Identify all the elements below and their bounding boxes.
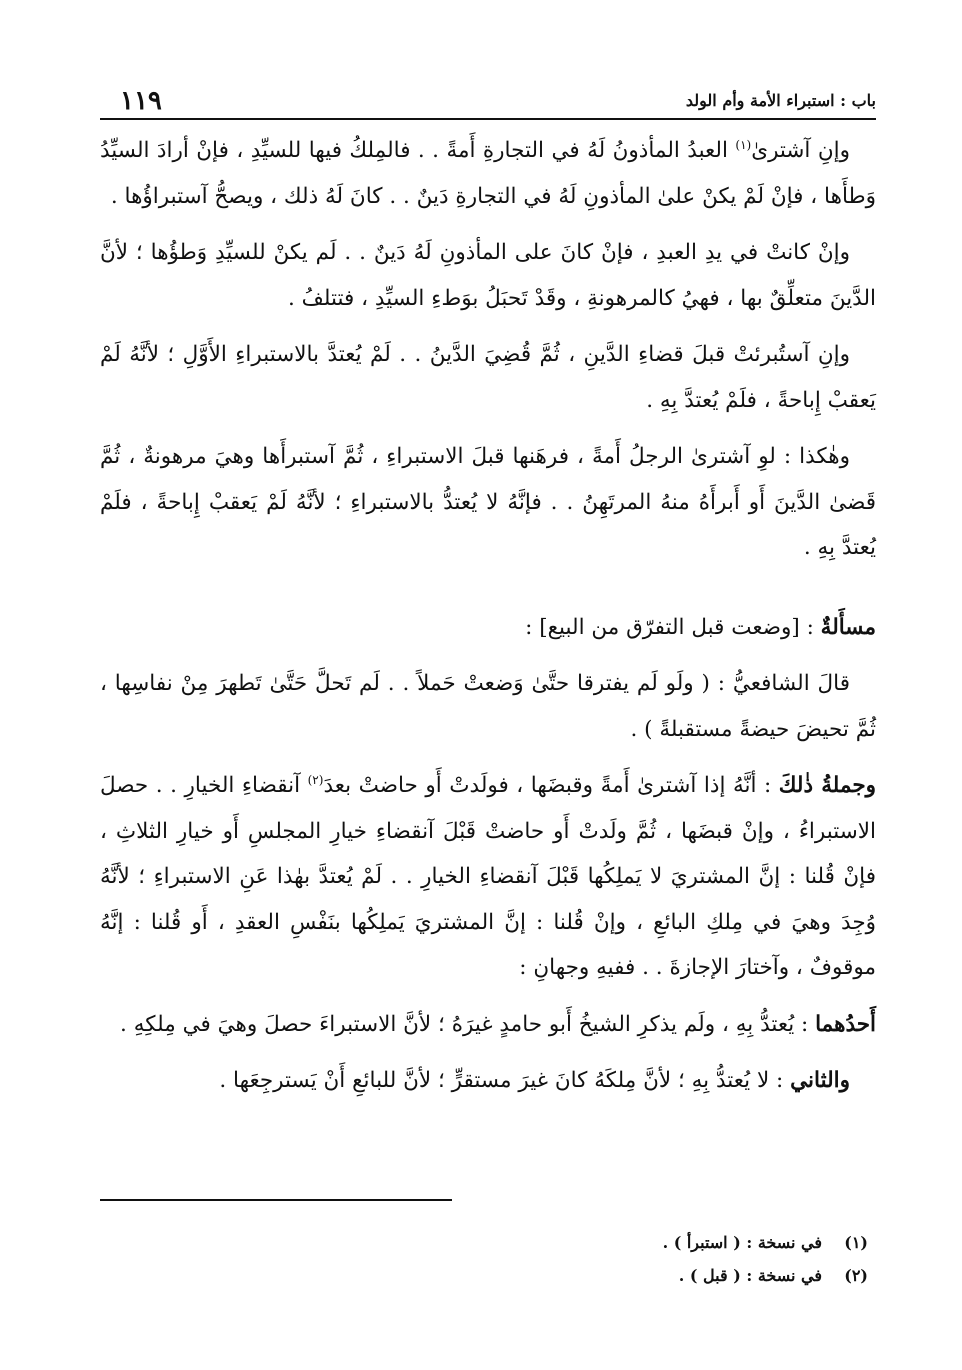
page-body bbox=[100, 128, 876, 1115]
footnotes bbox=[100, 1226, 876, 1292]
footnote-1-number: (١) bbox=[844, 1233, 868, 1252]
first-view-text: : يُعتدُّ بِهِ ، ولَم يذكرِ الشيخُ أَبو حامدٍ غيرَهُ ؛ لأنَّ الاستبراءَ حصلَ وهيَ في مِلكِهِ . bbox=[120, 1011, 816, 1037]
paragraph-1 bbox=[100, 128, 876, 219]
footnote-2-text: في نسخة : ( قبل ) . bbox=[678, 1266, 822, 1285]
masala-heading bbox=[100, 605, 876, 651]
paragraph-3 bbox=[100, 332, 876, 423]
paragraph-3-text: وإنِ آستُبرئتْ قبلَ قضاءِ الدَّينِ ، ثُمَّ قُضِيَ الدَّينُ . . لَمْ يُعتدَّ بالاستبراءِ الأَوَّلِ ؛ لأنَّهُ لَمْ يَعقبْ إِباحةً ، فلَمْ يُعتدَّ بِهِ . bbox=[100, 342, 876, 413]
paragraph-jumla bbox=[100, 763, 876, 991]
footnote-ref-2: (٢) bbox=[307, 772, 324, 787]
running-title: باب : استبراء الأمة وأم الولد bbox=[685, 91, 876, 110]
paragraph-shafii-text: قالَ الشافعيُّ : ( ولَو لَم يفترقا حتَّىٰ وَضعتْ حَملاً . . لَم تَحلَّ حَتَّىٰ تَطهرَ مِنْ نفاسِها ، ثُمَّ تحيضَ حيضةً مستقبلةً ) . bbox=[100, 671, 876, 742]
footnote-1-text: في نسخة : ( استبرأ ) . bbox=[662, 1233, 822, 1252]
paragraph-shafii bbox=[100, 661, 876, 752]
paragraph-4-text: وهٰكذا : لوِ آشترىٰ الرجلُ أَمةً ، فرهَنها قبلَ الاستبراءِ ، ثُمَّ آستبرأَها وهيَ مرهونةٌ ، ثُمَّ قَضىٰ الدَّينَ أَو أَبرأَهُ منهُ المرتَهِنُ . . فإنَّهُ لا يُعتدُّ بالاستبراءِ ؛ لأنَّهُ لَمْ يَعقبْ إِباحةً ، فلَمْ يُعتدَّ بِهِ . bbox=[100, 444, 876, 560]
paragraph-2 bbox=[100, 230, 876, 321]
footnote-divider bbox=[100, 1199, 452, 1201]
book-page bbox=[100, 0, 876, 1370]
masala-title: : [وضعت قبل التفرّق من البيع] : bbox=[525, 614, 821, 640]
paragraph-jumla-text: آنقضاءِ الخيارِ . . حصلَ الاستبراءُ ، وإنْ قبضَها ، ثُمَّ ولَدتْ أَو حاضتْ قَبْلَ آنقضاءِ خيارِ المجلسِ أَو خيارِ الثلاثِ ، فإنْ قُلنا : إنَّ المشتريَ لا يَملِكُها قَبْلَ آنقضاءِ الخيارِ . . لَمْ يُعتدَّ بهٰذا عَنِ الاستبراءِ ؛ لأنَّهُ وُجِدَ وهيَ في مِلكِ البائعِ ، وإنْ قُلنا : إنَّ المشتريَ يَملِكُها بنَفْسِ العقدِ ، أَو قُلنا : إنَّهُ موقوفٌ ، وآختارَ الإجازةَ . . ففيهِ وجهانِ : bbox=[100, 773, 876, 980]
masala-lead: مسأَلةٌ bbox=[820, 614, 876, 640]
paragraph-jumla-start: : أنَّهُ إذا آشترىٰ أَمةً وقبضَها ، فولَدتْ أَو حاضتْ بعدَ bbox=[323, 773, 779, 798]
footnote-2 bbox=[100, 1259, 876, 1292]
footnote-2-number: (٢) bbox=[844, 1266, 868, 1285]
page-number: ١١٩ bbox=[120, 86, 162, 116]
paragraph-second-view bbox=[100, 1058, 876, 1104]
page-header bbox=[100, 78, 876, 120]
first-view-lead: أَحدُهما bbox=[815, 1011, 876, 1037]
paragraph-1-text: العبدُ المأذونُ لَهُ في التجارةِ أَمةً . . فالمِلكُ فيها للسيِّدِ ، فإنْ أرادَ السيِّدُ وَطأَها ، فإنْ لَمْ يكنْ علىٰ المأذونِ لَهُ في التجارةِ دَينٌ . . كانَ لَهُ ذلك ، ويصحُّ آستبراؤُها . bbox=[100, 138, 876, 209]
second-view-text: : لا يُعتدُّ بِهِ ؛ لأنَّ مِلكَهُ كانَ غيرَ مستقرٍّ ؛ لأنَّ للبائعِ أَنْ يَسترجِعَها . bbox=[219, 1068, 791, 1093]
paragraph-4 bbox=[100, 434, 876, 571]
footnote-ref-1: (١) bbox=[735, 137, 752, 152]
footnote-1 bbox=[100, 1226, 876, 1259]
paragraph-first-view bbox=[100, 1002, 876, 1048]
paragraph-2-text: وإنْ كانتْ في يدِ العبدِ ، فإنْ كانَ على المأذونِ لَهُ دَينٌ . . لَم يكنْ للسيِّدِ وَطؤُها ؛ لأنَّ الدَّينَ متعلِّقٌ بها ، فهيُ كالمرهونةِ ، وقَدْ تَحبَلُ بوَطءِ السيِّدِ ، فتتلفُ . bbox=[100, 240, 876, 311]
second-view-lead: والثاني bbox=[790, 1068, 850, 1093]
paragraph-jumla-lead: وجملةُ ذٰلكَ bbox=[778, 773, 876, 798]
paragraph-1-start: وإنِ آشترىٰ bbox=[751, 138, 850, 163]
